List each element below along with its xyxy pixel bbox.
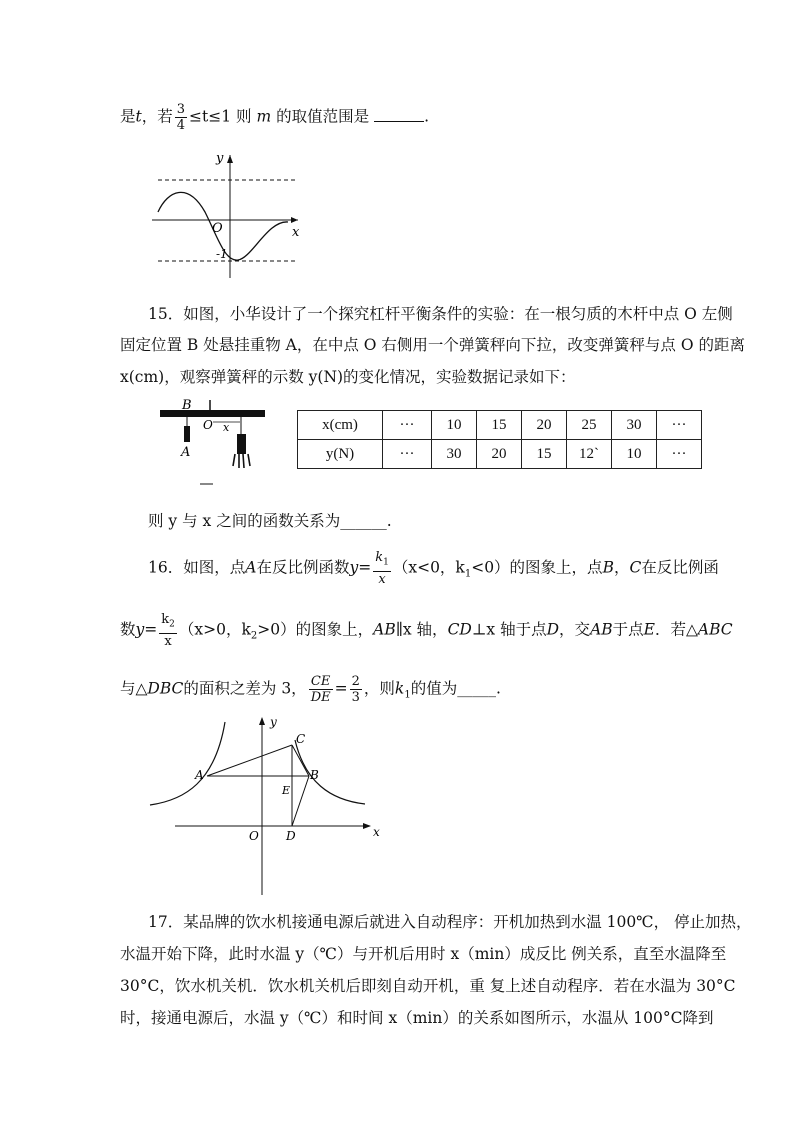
q15-line-1: 15．如图，小华设计了一个探究杠杆平衡条件的实验：在一根匀质的木杆中点 O 左侧 bbox=[148, 305, 733, 323]
figure-16 bbox=[145, 712, 390, 897]
figure-15-lever bbox=[155, 396, 270, 496]
fig14-origin-label: O bbox=[212, 221, 223, 236]
y-axis-arrow bbox=[259, 717, 265, 725]
right-hyperbola bbox=[295, 740, 365, 804]
q15-answer-line: 则 y 与 x 之间的函数关系为______. bbox=[148, 512, 392, 530]
q16-line-2: 数y= $\frac{k_2}{x}$ （x>0，$k_2>0$）的图象上，AB∥x 轴，CD⊥x 轴于点D，交AB于点E．若△ABC bbox=[120, 612, 733, 649]
fig16-y-label: y bbox=[270, 715, 277, 729]
lever-bar bbox=[160, 410, 265, 417]
fig16-d-label: D bbox=[286, 829, 296, 843]
table-row bbox=[298, 440, 702, 469]
figure-14 bbox=[150, 150, 310, 280]
fig16-x-label: x bbox=[373, 825, 380, 839]
table-cell: 15 bbox=[477, 411, 522, 440]
q17-line-4: 时，接通电源后，水温 y（℃）和时间 x（min）的关系如图所示，水温从 100°C降到 bbox=[120, 1009, 714, 1027]
y-axis-arrow bbox=[227, 155, 233, 163]
table-cell: ··· bbox=[657, 411, 702, 440]
table-cell: 30 bbox=[612, 411, 657, 440]
q16-line-1: 16．如图，点A在反比例函数y= $\frac{k_1}{x}$ （x<0，$k_1<0$）的图象上，点B，C在反比例函 bbox=[148, 550, 719, 587]
table-cell: 30 bbox=[432, 440, 477, 469]
q16-line-3: 与△DBC的面积之差为 3， $\frac{CE}{DE}$ = $\frac{2}{3}$ ，则$k_1$的值为_____. bbox=[120, 674, 501, 705]
table-cell: 10 bbox=[432, 411, 477, 440]
spring-scale bbox=[237, 434, 246, 454]
table-cell: 12` bbox=[567, 440, 612, 469]
q14-line: 是t，若 $\frac{3}{4}$ ≤t≤1 则 m 的取值范围是 . bbox=[120, 102, 430, 133]
table-cell: 10 bbox=[612, 440, 657, 469]
q17-line-1: 17．某品牌的饮水机接通电源后就进入自动程序：开机加热到水温 100℃， 停止加热， bbox=[148, 913, 752, 931]
table-cell: ··· bbox=[383, 440, 432, 469]
q17-line-3: 30°C，饮水机关机．饮水机关机后即刻自动开机，重 复上述自动程序．若在水温为 30°C bbox=[120, 977, 736, 995]
fig15-a-label: A bbox=[181, 445, 191, 460]
fig15-x-label: x bbox=[223, 421, 230, 434]
table-row bbox=[298, 411, 702, 440]
x-axis-arrow bbox=[291, 217, 298, 223]
fig16-b-label: B bbox=[310, 768, 319, 782]
table-cell: y(N) bbox=[298, 440, 383, 469]
table-cell: 25 bbox=[567, 411, 612, 440]
fig14-x-label: x bbox=[292, 225, 300, 240]
fig15-o-label: O bbox=[203, 418, 213, 432]
segment-db bbox=[292, 776, 309, 826]
fig15-b-label: B bbox=[182, 398, 192, 413]
q17-line-2: 水温开始下降，此时水温 y（℃）与开机后用时 x（min）成反比 例关系，直至水温降至 bbox=[120, 945, 727, 963]
answer-blank bbox=[374, 107, 424, 122]
q15-line-2: 固定位置 B 处悬挂重物 A，在中点 O 右侧用一个弹簧秤向下拉，改变弹簧秤与点 O 的距离 bbox=[120, 336, 745, 354]
weight-a bbox=[184, 426, 190, 442]
x-axis-arrow bbox=[363, 823, 371, 829]
fig16-e-label: E bbox=[282, 784, 291, 797]
table-cell: 20 bbox=[522, 411, 567, 440]
segment-cb bbox=[292, 745, 309, 776]
hand-icon bbox=[233, 454, 250, 468]
fraction-3-4: $\frac{3}{4}$ bbox=[176, 102, 186, 133]
fig16-origin-label: O bbox=[249, 829, 259, 843]
table-cell: 15 bbox=[522, 440, 567, 469]
segment-ac bbox=[207, 745, 292, 776]
table-cell: 20 bbox=[477, 440, 522, 469]
fig14-neg1-label: -1 bbox=[216, 247, 228, 261]
fig16-a-label: A bbox=[195, 768, 204, 782]
fig14-y-label: y bbox=[216, 151, 224, 166]
q15-line-3: x(cm)，观察弹簧秤的示数 y(N)的变化情况，实验数据记录如下： bbox=[120, 368, 576, 386]
table-cell: ··· bbox=[657, 440, 702, 469]
table-cell: ··· bbox=[383, 411, 432, 440]
left-hyperbola bbox=[150, 722, 225, 805]
data-table bbox=[297, 410, 702, 469]
fig16-c-label: C bbox=[296, 732, 306, 746]
table-cell: x(cm) bbox=[298, 411, 383, 440]
